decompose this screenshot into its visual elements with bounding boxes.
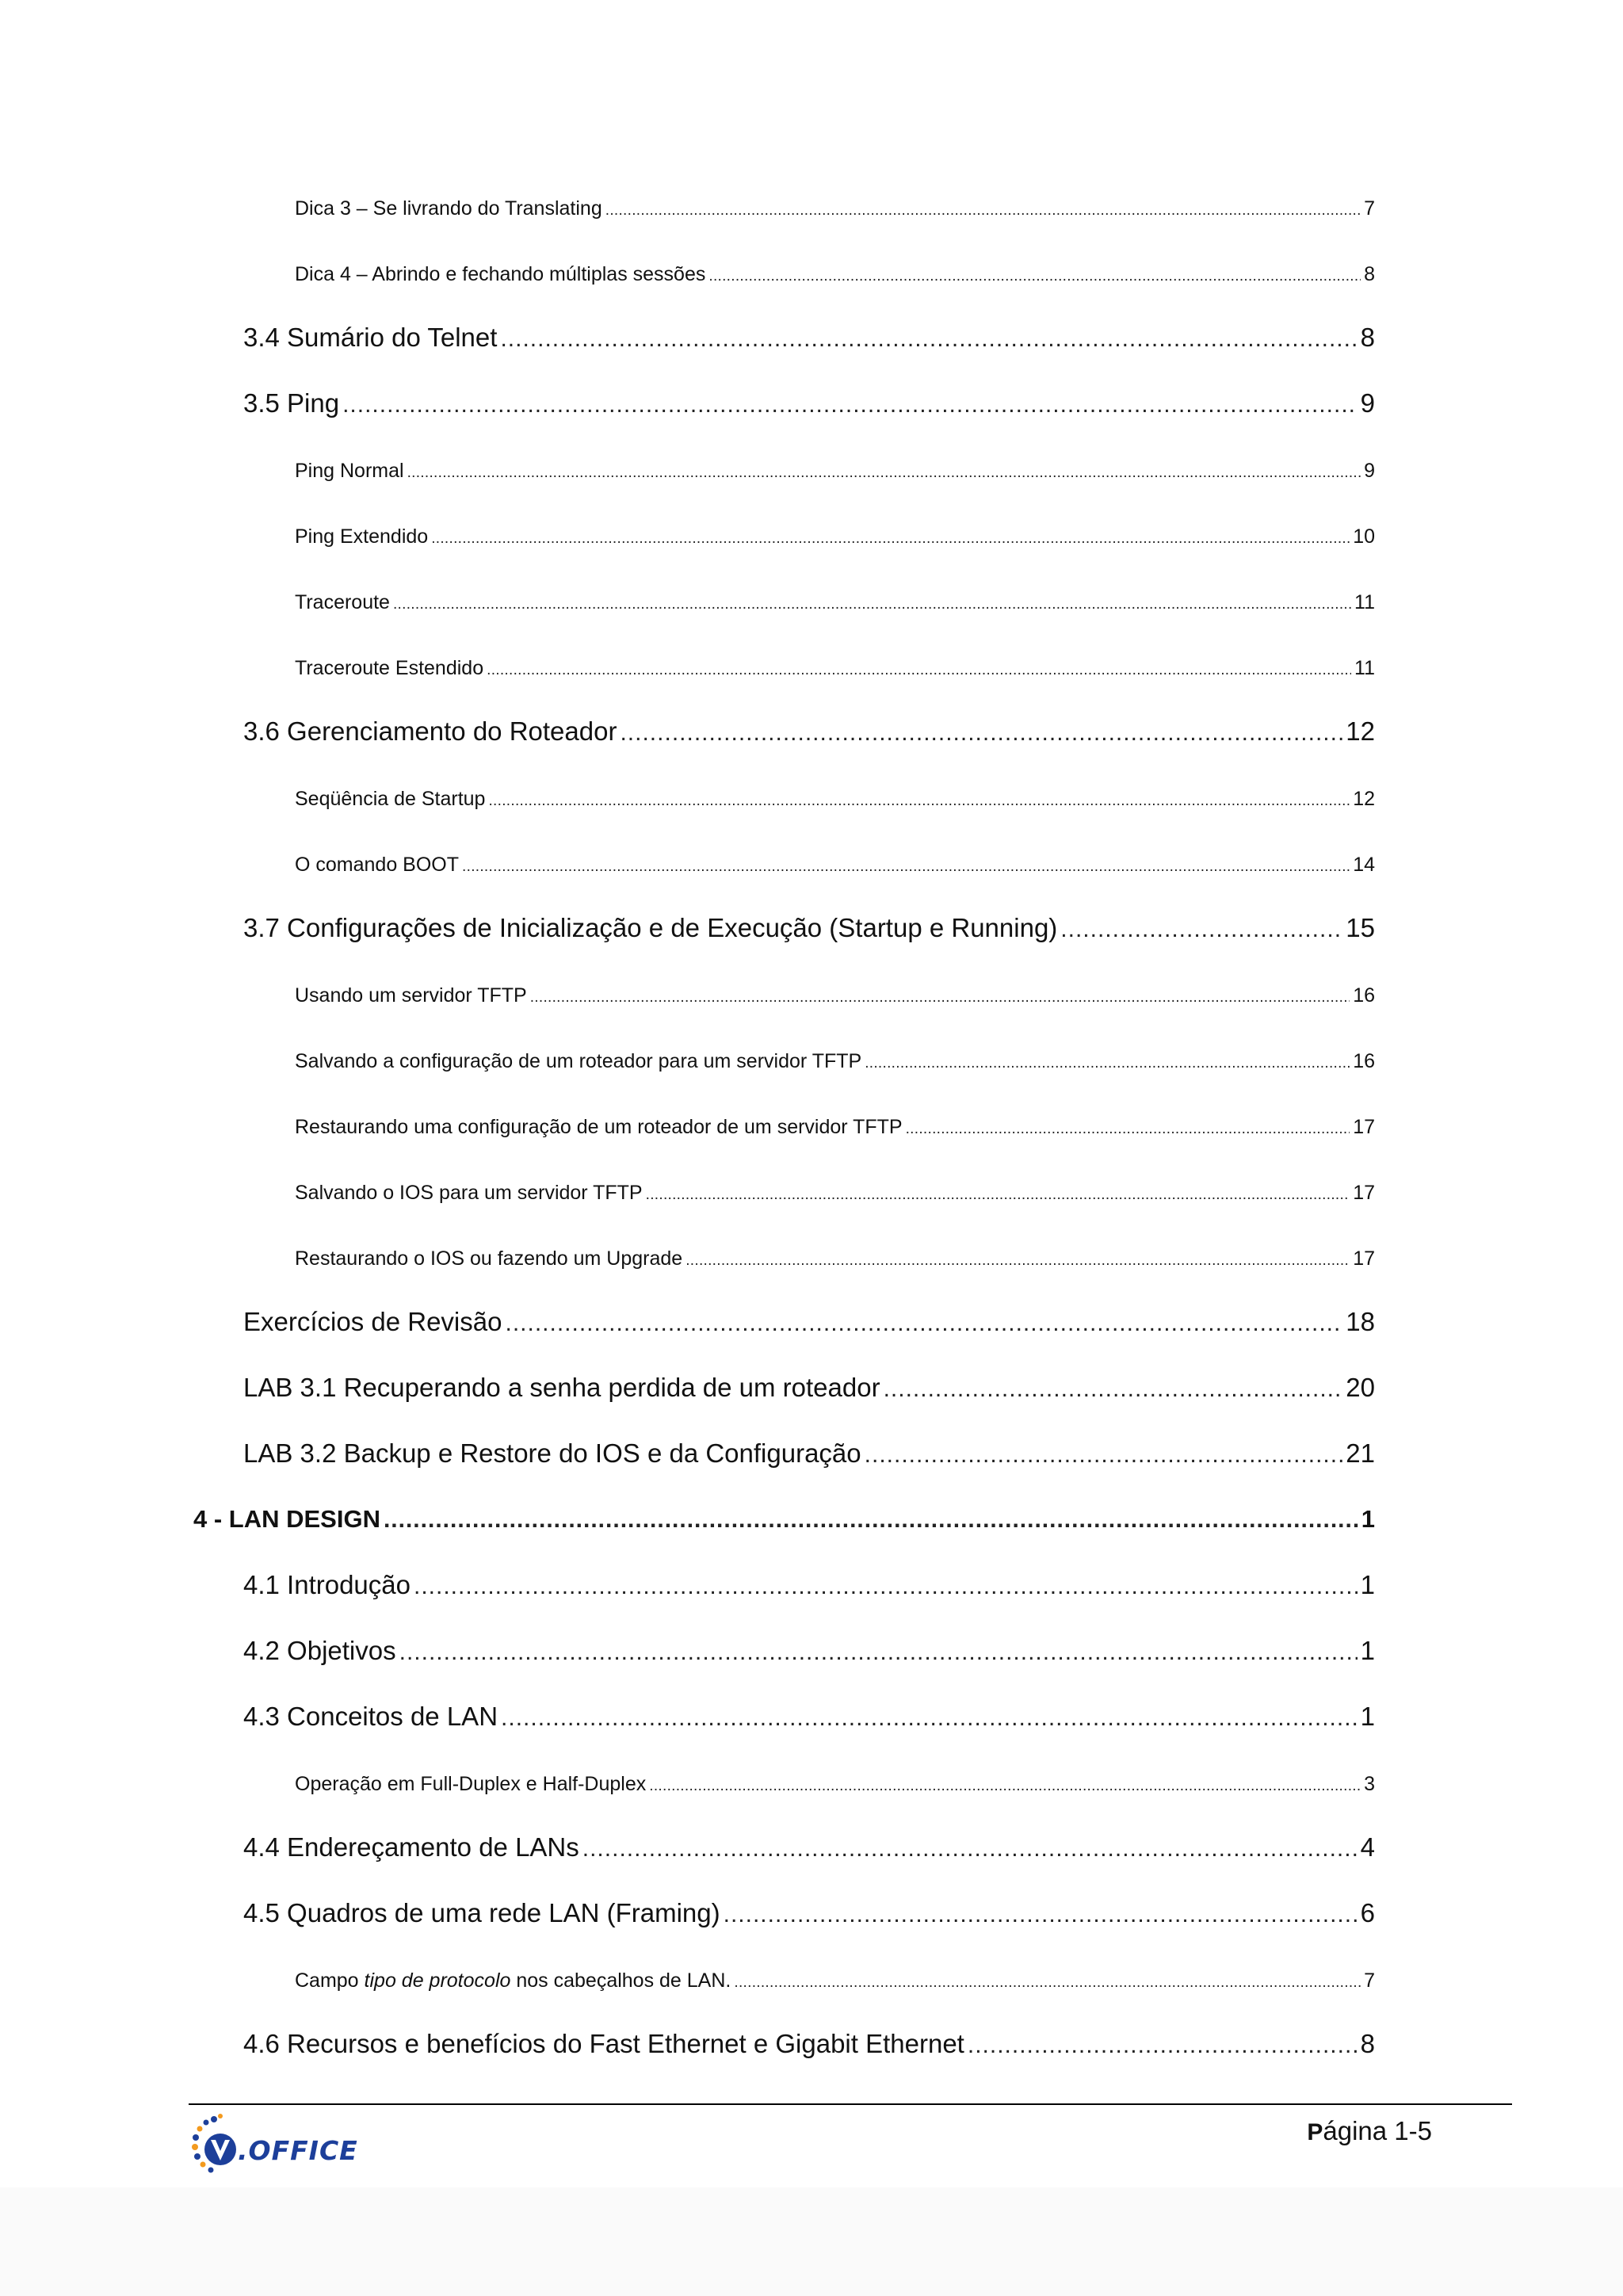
toc-entry-title: Traceroute Estendido xyxy=(295,657,484,679)
footer-divider xyxy=(189,2103,1512,2105)
toc-entry[interactable] xyxy=(295,188,1375,229)
toc-leader-dots xyxy=(724,1894,1358,1935)
toc-leader-dots xyxy=(968,2025,1358,2066)
toc-leader-dots xyxy=(530,977,1350,1018)
toc-leader-dots xyxy=(605,190,1361,231)
toc-entry[interactable] xyxy=(295,582,1375,623)
toc-entry-title: Exercícios de Revisão xyxy=(243,1307,502,1336)
toc-entry[interactable] xyxy=(243,1564,1375,1606)
toc-entry-title: Operação em Full-Duplex e Half-Duplex xyxy=(295,1773,647,1795)
toc-entry-title xyxy=(295,1960,731,2001)
toc-entry-title-italic: tipo de protocolo xyxy=(364,1969,511,1992)
toc-entry-title: Traceroute xyxy=(295,591,390,613)
toc-entry[interactable] xyxy=(295,1106,1375,1148)
toc-entry-page: 21 xyxy=(1346,1438,1375,1468)
toc-entry-title: 3.5 Ping xyxy=(243,388,340,418)
toc-entry-page: 3 xyxy=(1364,1773,1375,1795)
toc-entry-page: 8 xyxy=(1360,2029,1375,2058)
toc-entry[interactable] xyxy=(243,1367,1375,1408)
toc-entry-title: 3.7 Configurações de Inicialização e de Execução (Startup e Running) xyxy=(243,913,1058,942)
toc-leader-dots xyxy=(500,319,1357,360)
toc-entry[interactable] xyxy=(295,450,1375,491)
toc-entry[interactable] xyxy=(243,1893,1375,1934)
toc-entry-title: Restaurando o IOS ou fazendo um Upgrade xyxy=(295,1247,683,1270)
toc-entry-title: Restaurando uma configuração de um roteador de um servidor TFTP xyxy=(295,1116,903,1138)
toc-entry-page: 10 xyxy=(1353,525,1375,548)
toc-entry-page: 1 xyxy=(1361,1505,1375,1533)
toc-entry-title: 4.6 Recursos e benefícios do Fast Ethernet e Gigabit Ethernet xyxy=(243,2029,964,2058)
toc-entry[interactable] xyxy=(243,2023,1375,2065)
toc-entry[interactable] xyxy=(243,1696,1375,1737)
toc-leader-dots xyxy=(487,650,1351,691)
voffice-logo xyxy=(190,2111,357,2184)
toc-entry-title: LAB 3.2 Backup e Restore do IOS e da Configuração xyxy=(243,1438,861,1468)
toc-leader-dots xyxy=(414,1566,1358,1607)
toc-leader-dots xyxy=(884,1369,1343,1410)
toc-leader-dots xyxy=(462,846,1350,888)
toc-leader-dots xyxy=(582,1828,1358,1870)
toc-entry[interactable] xyxy=(243,1433,1375,1474)
toc-entry-title: 4.5 Quadros de uma rede LAN (Framing) xyxy=(243,1898,720,1927)
toc-entry[interactable] xyxy=(243,711,1375,752)
toc-entry[interactable] xyxy=(243,317,1375,358)
toc-entry-title: Salvando a configuração de um roteador para um servidor TFTP xyxy=(295,1050,862,1072)
toc-leader-dots xyxy=(1060,909,1342,950)
toc-entry-title: 3.4 Sumário do Telnet xyxy=(243,323,498,352)
toc-leader-dots xyxy=(685,1240,1350,1282)
toc-entry-title: 4.1 Introdução xyxy=(243,1570,411,1599)
toc-leader-dots xyxy=(393,584,1351,625)
toc-entry-page: 17 xyxy=(1353,1182,1375,1204)
toc-entry-title: Seqüência de Startup xyxy=(295,788,486,810)
toc-chapter-entry[interactable] xyxy=(193,1499,1375,1540)
toc-entry-page: 16 xyxy=(1353,1050,1375,1072)
toc-entry[interactable] xyxy=(295,778,1375,819)
toc-leader-dots xyxy=(708,256,1361,297)
toc-entry-page: 1 xyxy=(1360,1570,1375,1599)
toc-entry-page: 17 xyxy=(1353,1247,1375,1270)
toc-entry-page: 6 xyxy=(1360,1898,1375,1927)
toc-entry-title: Dica 3 – Se livrando do Translating xyxy=(295,197,602,220)
toc-entry[interactable] xyxy=(243,383,1375,424)
toc-entry-title: LAB 3.1 Recuperando a senha perdida de um roteador xyxy=(243,1373,880,1402)
toc-entry-title-part: nos cabeçalhos de LAN. xyxy=(510,1969,731,1992)
toc-entry-page: 12 xyxy=(1346,716,1375,746)
page-number-prefix: P xyxy=(1307,2119,1323,2145)
toc-entry[interactable] xyxy=(295,516,1375,557)
page-number xyxy=(1307,2116,1432,2146)
toc-leader-dots xyxy=(646,1175,1350,1216)
toc-entry[interactable] xyxy=(295,1238,1375,1279)
toc-entry[interactable] xyxy=(295,844,1375,885)
toc-leader-dots xyxy=(865,1043,1350,1084)
toc-entry[interactable] xyxy=(243,1827,1375,1868)
toc-entry[interactable] xyxy=(243,1630,1375,1671)
toc-entry[interactable] xyxy=(295,1960,1375,2001)
toc-leader-dots xyxy=(342,384,1358,426)
toc-leader-dots xyxy=(906,1109,1350,1150)
toc-leader-dots xyxy=(865,1435,1343,1476)
toc-entry-title: Ping Extendido xyxy=(295,525,429,548)
toc-entry-title: Dica 4 – Abrindo e fechando múltiplas sessões xyxy=(295,263,706,285)
toc-entry[interactable] xyxy=(295,648,1375,689)
toc-entry-page: 7 xyxy=(1364,197,1375,220)
toc-entry-title: 3.6 Gerenciamento do Roteador xyxy=(243,716,617,746)
toc-entry-page: 9 xyxy=(1360,388,1375,418)
toc-leader-dots xyxy=(407,453,1361,494)
toc-entry-title: 4 - LAN DESIGN xyxy=(193,1505,380,1533)
toc-leader-dots xyxy=(734,1962,1361,2004)
toc-leader-dots xyxy=(384,1499,1358,1541)
toc-leader-dots xyxy=(505,1303,1342,1344)
toc-entry[interactable] xyxy=(295,1041,1375,1082)
toc-entry-page: 14 xyxy=(1353,854,1375,876)
toc-leader-dots xyxy=(501,1698,1358,1739)
toc-entry-page: 11 xyxy=(1354,591,1375,613)
toc-entry-page: 15 xyxy=(1346,913,1375,942)
toc-entry-title: O comando BOOT xyxy=(295,854,460,876)
page-number-rest: ágina 1-5 xyxy=(1323,2116,1432,2145)
toc-entry-page: 9 xyxy=(1364,460,1375,482)
toc-leader-dots xyxy=(488,781,1350,822)
toc-leader-dots xyxy=(399,1632,1358,1673)
toc-entry-title-part: Campo xyxy=(295,1969,365,1992)
toc-entry-page: 4 xyxy=(1360,1832,1375,1862)
toc-entry[interactable] xyxy=(295,1763,1375,1805)
toc-entry[interactable] xyxy=(243,907,1375,949)
toc-leader-dots xyxy=(620,712,1342,754)
toc-entry-page: 1 xyxy=(1360,1702,1375,1731)
toc-entry[interactable] xyxy=(295,254,1375,295)
toc-leader-dots xyxy=(431,518,1350,560)
toc-entry[interactable] xyxy=(243,1301,1375,1343)
page-bottom-margin xyxy=(0,2187,1623,2296)
toc-entry-page: 7 xyxy=(1364,1969,1375,1992)
toc-entry-title: 4.4 Endereçamento de LANs xyxy=(243,1832,579,1862)
toc-entry[interactable] xyxy=(295,1172,1375,1213)
toc-entry-title: Salvando o IOS para um servidor TFTP xyxy=(295,1182,643,1204)
toc-entry-page: 17 xyxy=(1353,1116,1375,1138)
toc-entry-title: 4.3 Conceitos de LAN xyxy=(243,1702,498,1731)
toc-leader-dots xyxy=(649,1766,1361,1807)
toc-entry-page: 1 xyxy=(1360,1636,1375,1665)
toc-entry[interactable] xyxy=(295,975,1375,1016)
toc-entry-title: 4.2 Objetivos xyxy=(243,1636,396,1665)
toc-entry-page: 20 xyxy=(1346,1373,1375,1402)
logo-text: .OFFICE xyxy=(238,2135,358,2166)
toc-entry-page: 12 xyxy=(1353,788,1375,810)
toc-entry-title: Ping Normal xyxy=(295,460,404,482)
toc-entry-page: 8 xyxy=(1364,263,1375,285)
toc-entry-page: 8 xyxy=(1360,323,1375,352)
toc-entry-title: Usando um servidor TFTP xyxy=(295,984,527,1007)
toc-entry-page: 16 xyxy=(1353,984,1375,1007)
toc-entry-page: 11 xyxy=(1354,657,1375,679)
toc-entry-page: 18 xyxy=(1346,1307,1375,1336)
